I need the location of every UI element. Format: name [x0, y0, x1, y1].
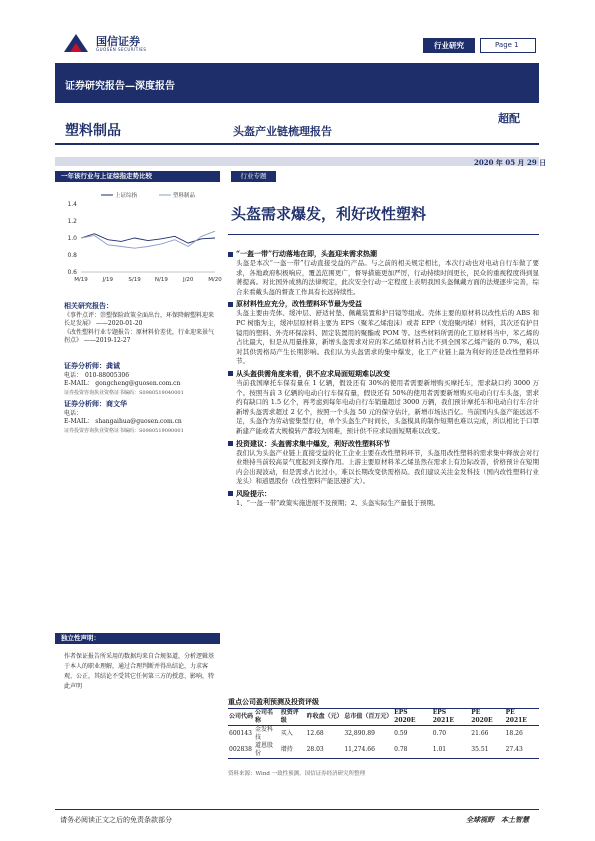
divider: [228, 234, 539, 235]
x-tick-label: J/19: [102, 277, 114, 283]
table-header-cell: EPS 2020E: [394, 709, 416, 724]
section-label: 行业研究: [423, 38, 475, 53]
x-tick-label: S/19: [128, 277, 141, 283]
table-cell: 增持: [280, 746, 293, 753]
guosen-logo-icon: [62, 32, 90, 54]
y-tick-label: 1.0: [67, 235, 77, 242]
section-heading: 从头盔供需角度来看，供不应求局面短期难以改变: [236, 368, 390, 378]
section-1: [228, 249, 539, 297]
y-tick-label: 0.6: [67, 269, 77, 276]
section-3: [228, 369, 539, 437]
legend-label: 塑料制品: [173, 193, 196, 199]
disclaimer-heading: 独立性声明：: [55, 633, 220, 644]
analyst-name: 证券分析师：龚诚: [64, 361, 120, 370]
section-text: 1、“一盔一带”政策实施进展不及预期；2、头盔实际生产量低于预期。: [236, 498, 440, 507]
logo-en: GUOSEN SECURITIES: [96, 47, 147, 52]
table-header-cell: PE 2021E: [505, 709, 527, 724]
table-header-cell: 投资评级: [280, 709, 299, 724]
chart-title: 一年该行业与上证综指走势比较: [55, 171, 220, 182]
related-item: 《改性塑料行业专题报告：原材料价差优，行业迎来景气拐点》 ——2019-12-27: [64, 328, 215, 344]
bullet-icon: [228, 491, 233, 496]
analyst-email[interactable]: E-MAIL： shangaihua@guosen.com.cn: [64, 418, 182, 425]
table-cell: 0.70: [432, 730, 447, 737]
table-source: 资料来源：Wind 一致性预测、国信证券经济研究所整理: [228, 771, 366, 777]
related-heading: 相关研究报告：: [64, 301, 113, 310]
table-cell: 27.43: [505, 746, 523, 753]
table-row: [228, 726, 539, 743]
analyst-2: [64, 400, 219, 435]
section-heading: 投资建议：头盔需求集中爆发，利好改性塑料环节: [236, 438, 390, 448]
sector-name: 塑料制品: [65, 123, 121, 139]
section-text: 头盔是本次“一盔一带”行动直接受益的产品。与之前的相关规定相比，本次行动也对电动自行车做了要求，各地政府积极响应，覆盖范围更广，督导措施更加严厉，行动持续时间更长，民众的重视程度得到显著提高。对比国外成熟的法律规定，此次安全行动一定程度上表明我国头盔佩戴方面的法规逐步完善，综合来看戴头盔的督查工作具有长远持续性。: [236, 259, 539, 296]
bullet-icon: [228, 252, 233, 257]
table-cell: 0.59: [394, 730, 408, 737]
x-tick-label: M/19: [74, 277, 88, 283]
disclaimer-text: 作者保证报告所采用的数据均来自合规渠道，分析逻辑基于本人的职业理解，通过合理判断并得出结论，力求客观、公正，其结论不受其它任何第三方的授意、影响，特此声明: [64, 653, 215, 690]
body: [228, 249, 539, 508]
report-type: 证券研究报告—深度报告: [65, 81, 175, 92]
table-cell: 21.66: [471, 730, 489, 737]
table-cell: 35.51: [471, 746, 489, 753]
series-line-1: [81, 231, 215, 248]
section-text: 我们认为头盔产业链上直接受益的化工企业主要在改性塑料环节，头盔用改性塑料的需求集中释放会对行业维持当前较高景气度起到支撑作用。上游主要原材料苯乙烯虽然在需求上有边际改善，价格预计在短期内会出现波动，但是需求占比过小，难以长期改变供需格局。我们建议关注金发科技（国内改性塑料行业龙头）和道恩股份（改性塑料产能迅速扩大）。: [236, 448, 539, 486]
related-reports: [64, 302, 214, 346]
headline: 头盔需求爆发，利好改性塑料: [231, 205, 427, 223]
forecast-table: [228, 708, 539, 759]
analyst-email[interactable]: E-MAIL： gongcheng@guosen.com.cn: [64, 380, 181, 387]
table-cell: 12.68: [306, 730, 324, 737]
section-heading: 风险提示：: [236, 488, 271, 498]
rating: 超配: [498, 112, 520, 125]
x-tick-label: J/20: [182, 277, 194, 283]
analyst-phone: 电话：: [64, 409, 83, 417]
report-date: 2020 年 05 月 29 日: [474, 158, 547, 167]
table-cell: 28.03: [306, 746, 324, 753]
x-tick-label: N/19: [154, 277, 168, 283]
y-tick-label: 0.8: [67, 252, 77, 259]
table-cell: 18.26: [505, 730, 523, 737]
table-cell: 600143: [229, 730, 252, 737]
footer-note: 请务必阅读正文之后的免责条款部分: [60, 816, 172, 824]
related-item: 《事件点评：崇塑保险政策全面出台，环保降解塑料迎来长足发展》 ——2020-01-20: [64, 311, 215, 327]
y-tick-label: 1.2: [67, 218, 77, 225]
y-tick-label: 1.4: [67, 201, 77, 208]
table-cell: 0.78: [394, 746, 408, 753]
analyst-cert: 证券投资咨询执业资格证书编码：S0980519040001: [64, 389, 184, 396]
trend-chart: [55, 186, 220, 290]
table-header-cell: 昨收盘（元）: [306, 713, 343, 720]
divider: [55, 809, 539, 810]
page-number: Page 1: [480, 38, 536, 53]
section-5: [228, 489, 539, 509]
section-4: [228, 439, 539, 487]
bullet-icon: [228, 371, 233, 376]
table-cell: 1.01: [432, 746, 447, 753]
divider: [55, 143, 539, 145]
table-cell: 买入: [280, 730, 293, 737]
bullet-icon: [228, 441, 233, 446]
legend-label: 上证综指: [115, 193, 138, 199]
table-cell: 11,274.66: [344, 746, 375, 753]
section-2: [228, 299, 539, 367]
analyst-cert: 证券投资咨询执业资格证书编码：S0980519090001: [64, 427, 184, 434]
date-band: [55, 157, 539, 166]
analyst-name: 证券分析师：商文华: [64, 399, 127, 408]
section-heading: “一盔一带”行动落地在即，头盔迎来需求热潮: [236, 249, 378, 258]
table-header-cell: 公司代码: [229, 713, 254, 720]
analyst-phone: 电话： 010-88005306: [64, 371, 130, 379]
table-cell: 32,890.89: [344, 730, 375, 737]
table-header-cell: EPS 2021E: [432, 709, 454, 724]
table-header-cell: 公司名称: [255, 709, 274, 724]
section-text: 当前我国摩托车保有量在 1 亿辆，假设还有 30%的使用者需要新增购买摩托车，需求缺口约 3000 万个。按照当前 3 亿辆的电动自行车保有量，假设还有 50%的使用者需要新增购买电动自行车头盔，需求约有缺口的 1.5 亿个，再考虑到每年电动自行车销量超过 3000 万辆，我们预计摩托车和电动自行车合计新增头盔需求超过 2 亿个，按照一个头盔 50 元的保守估计，新增市场达百亿。当前国内头盔产能远远不足，头盔作为劳动密集型行业，单个头盔生产时间长，头盔模具的制作短期也难以完成，所以相比于口罩新建产能或者大规模转产都较为困难，预计供不应求局面短期难以改变。: [236, 378, 539, 435]
footer-slogan: 全球视野 本土智慧: [466, 815, 529, 824]
section-heading: 原材料性应充分，改性塑料环节最为受益: [236, 299, 362, 309]
x-tick-label: M/20: [208, 277, 222, 283]
section-text: 头盔主要由壳体、缓冲层、舒适衬垫、佩戴装置和护目镜等组成。壳体主要的原材料以改性后的 ABS 和 PC 树脂为主，缓冲层原材料主要为 EPS（聚苯乙烯泡沫）或者 EPP（发泡聚丙烯）材料，其次还有护目镜用的塑料、外壳环保涂料、固定装置用的聚酯或 POM 等。这些材料所需的化工原材料当中，苯乙烯的占比最大，但是从用量推算，新增头盔需求对应的苯乙烯原材料占比不到全国苯乙烯产能的 0.7%，难以对其供需格局产生长期影响。我们认为头盔需求的集中爆发，化工产业链上最为利好的还是改性塑料环节。: [236, 309, 539, 366]
topic-tag: 行业专题: [231, 171, 276, 182]
report-title: 头盔产业链梳理报告: [233, 125, 332, 138]
table-row: [228, 742, 539, 759]
table-title: 重点公司盈利预测及投资评级: [228, 697, 319, 706]
table-cell: 002838: [229, 746, 252, 753]
analyst-1: [64, 362, 219, 397]
table-header-cell: PE 2020E: [471, 709, 493, 724]
logo-cn: 国信证券: [96, 35, 140, 48]
table-cell: 金发科技: [255, 726, 274, 741]
bullet-icon: [228, 302, 233, 307]
table-header-cell: 总市值（百万元）: [344, 713, 393, 720]
table-cell: 道恩股份: [255, 742, 274, 757]
